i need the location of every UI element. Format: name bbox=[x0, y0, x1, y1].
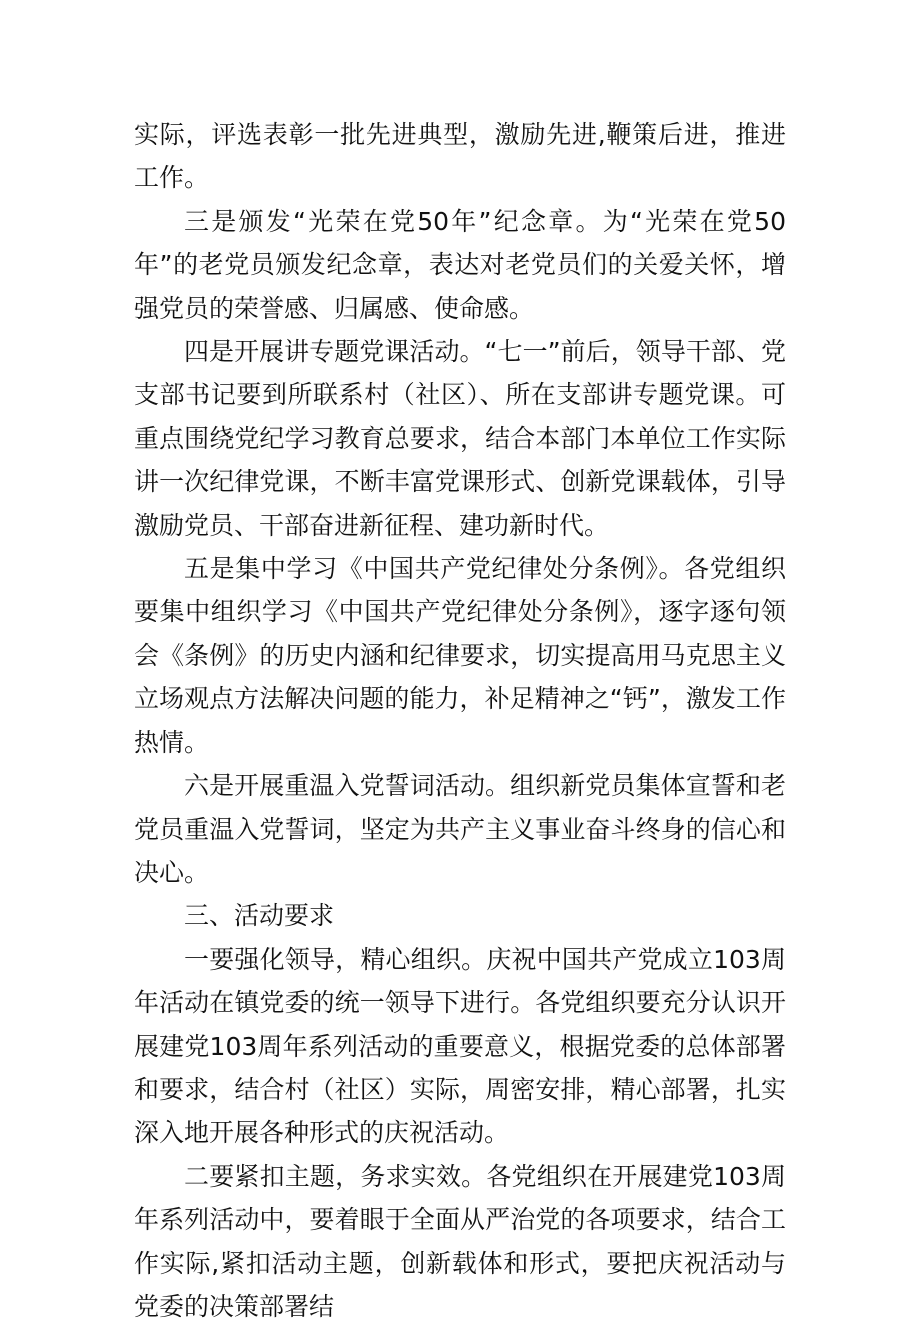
section-heading: 三、活动要求 bbox=[184, 901, 335, 931]
paragraph-requirement-two: 二要紧扣主题，务求实效。各党组织在开展建党103周年系列活动中，要着眼于全面从严治党的各项要求，结合工作实际,紧扣活动主题，创新载体和形式，要把庆祝活动与党委的决策部署结 bbox=[134, 1161, 786, 1321]
document-body bbox=[134, 113, 786, 1328]
paragraph-item-six: 六是开展重温入党誓词活动。组织新党员集体宣誓和老党员重温入党誓词，坚定为共产主义事业奋斗终身的信心和决心。 bbox=[134, 771, 786, 887]
paragraph-requirement-one: 一要强化领导，精心组织。庆祝中国共产党成立103周年活动在镇党委的统一领导下进行。各党组织要充分认识开展建党103周年系列活动的重要意义，根据党委的总体部署和要求，结合村（社区）实际，周密安排，精心部署，扎实深入地开展各种形式的庆祝活动。 bbox=[134, 944, 786, 1148]
paragraph-item-three: 三是颁发“光荣在党50年”纪念章。为“光荣在党50年”的老党员颁发纪念章，表达对老党员们的关爱关怀，增强党员的荣誉感、归属感、使命感。 bbox=[134, 206, 786, 323]
paragraph-continuation: 实际，评选表彰一批先进典型，激励先进,鞭策后进，推进工作。 bbox=[134, 120, 786, 193]
paragraph-item-five: 五是集中学习《中国共产党纪律处分条例》。各党组织要集中组织学习《中国共产党纪律处分条例》，逐字逐句领会《条例》的历史内涵和纪律要求，切实提高用马克思主义立场观点方法解决问题的能力，补足精神之“钙”，激发工作热情。 bbox=[134, 554, 786, 757]
paragraph-item-four: 四是开展讲专题党课活动。“七一”前后，领导干部、党支部书记要到所联系村（社区）、所在支部讲专题党课。可重点围绕党纪学习教育总要求，结合本部门本单位工作实际讲一次纪律党课，不断丰富党课形式、创新党课载体，引导激励党员、干部奋进新征程、建功新时代。 bbox=[134, 337, 786, 540]
